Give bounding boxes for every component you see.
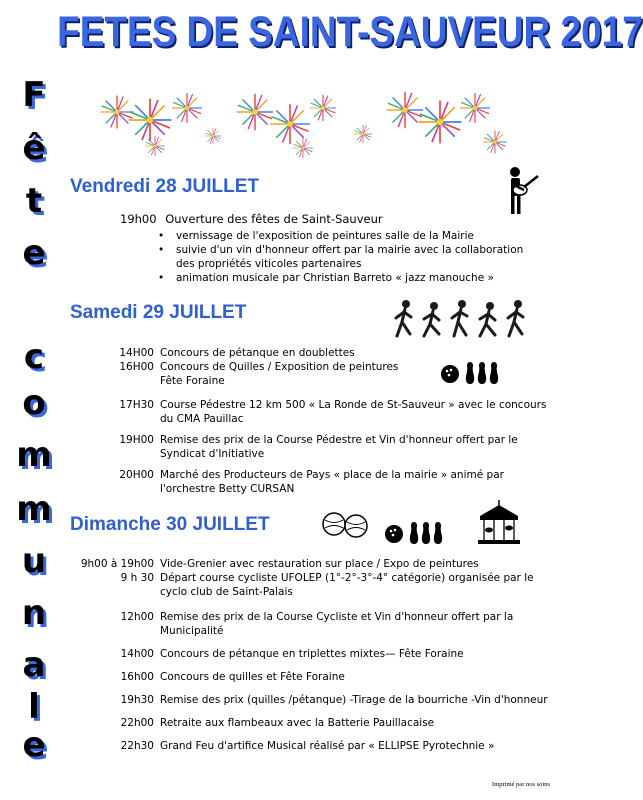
list-item [72, 670, 558, 684]
event-time: 19h00 [120, 212, 157, 226]
guitar-player-icon [500, 166, 540, 216]
list-item [72, 739, 558, 753]
list-item [116, 433, 556, 461]
event-text: Marché des Producteurs de Pays « place de la mairie » animé par [160, 469, 504, 481]
list-item [116, 398, 556, 426]
vertical-letter: c [23, 337, 45, 377]
list-item: des propriétés viticoles partenaires [176, 258, 362, 270]
event-time: 12h00 [120, 611, 154, 623]
vertical-letter: m [16, 489, 52, 529]
event-time: 22h00 [120, 717, 154, 729]
event-text: Concours de Quilles / Exposition de peintures [160, 361, 399, 373]
vertical-letter: l [28, 687, 40, 727]
event-text: Syndicat d'Initiative [160, 448, 265, 460]
vertical-letter: F [22, 75, 46, 115]
event-time: 9 h 30 [120, 572, 154, 584]
carousel-icon [478, 500, 520, 546]
list-item [72, 693, 558, 707]
vertical-letter: a [22, 645, 46, 685]
event-time: 16H00 [119, 361, 154, 373]
list-item [72, 647, 558, 661]
event-time: 19H00 [119, 434, 154, 446]
event-text: Grand Feu d'artifice Musical réalisé par « ELLIPSE Pyrotechnie » [160, 740, 495, 752]
friday-heading: Vendredi 28 JUILLET [70, 176, 259, 197]
list-item: • animation musicale par Christian Barreto « jazz manouche » [158, 272, 494, 284]
event-text: Course Pédestre 12 km 500 « La Ronde de St-Sauveur » avec le concours [160, 399, 547, 411]
vertical-letter: e [22, 233, 46, 273]
friday-bullet-list [158, 229, 523, 285]
vertical-letter: e [22, 725, 46, 765]
event-text: Ouverture des fêtes de Saint-Sauveur [165, 212, 383, 226]
runners-icon [392, 298, 542, 340]
vertical-letter: u [21, 541, 47, 581]
sunday-heading: Dimanche 30 JUILLET [70, 514, 270, 535]
event-text: du CMA Pauillac [160, 413, 244, 425]
event-time: 16h00 [120, 671, 154, 683]
list-item: • vernissage de l'exposition de peintures salle de la Mairie [158, 230, 474, 242]
event-text: cyclo club de Saint-Palais [160, 586, 293, 598]
friday-event [120, 212, 383, 226]
event-text: Départ course cycliste UFOLEP (1°-2°-3°-4° catégorie) organisée par le [160, 572, 534, 584]
event-text: Remise des prix de la Course Cycliste et Vin d'honneur offert par la [160, 611, 514, 623]
vertical-letter: ê [22, 128, 46, 168]
event-time: 17H30 [119, 399, 154, 411]
event-text: Concours de pétanque en triplettes mixtes— Fête Foraine [160, 648, 464, 660]
event-text: Remise des prix de la Course Pédestre et Vin d'honneur offert par le [160, 434, 518, 446]
list-item [72, 610, 558, 638]
fireworks-icon [95, 90, 520, 160]
event-text: Concours de pétanque en doublettes [160, 347, 355, 359]
vertical-letter: t [25, 181, 43, 221]
vertical-letter: o [22, 383, 46, 423]
bowling-icon [440, 358, 500, 386]
poster-title: FETES DE SAINT-SAUVEUR 2017 [57, 8, 643, 56]
event-time: 20H00 [119, 469, 154, 481]
event-text: Remise des prix (quilles /pétanque) -Tirage de la bourriche -Vin d'honneur [160, 694, 548, 706]
list-item [72, 716, 558, 730]
event-time: 19h30 [120, 694, 154, 706]
event-time: 14h00 [120, 648, 154, 660]
list-item: • suivie d'un vin d'honneur offert par la mairie avec la collaboration [158, 244, 524, 256]
event-text: Municipalité [160, 625, 224, 637]
event-text: Retraite aux flambeaux avec la Batterie Pauillacaise [160, 717, 435, 729]
footer-note: Imprimé par nos soins [492, 781, 550, 788]
vertical-letter: n [21, 593, 47, 633]
event-text: Concours de quilles et Fête Foraine [160, 671, 345, 683]
event-text: Vide-Grenier avec restauration sur place / Expo de peintures [160, 558, 479, 570]
petanque-balls-icon [320, 508, 372, 542]
saturday-heading: Samedi 29 JUILLET [70, 302, 247, 323]
list-item [72, 557, 558, 571]
bowling-icon [384, 518, 444, 546]
list-item [72, 571, 558, 599]
list-item [116, 468, 556, 496]
vertical-letter: m [16, 435, 52, 475]
event-time: 14H00 [119, 347, 154, 359]
sunday-events [72, 557, 558, 753]
event-text: l'orchestre Betty CURSAN [160, 483, 295, 495]
event-time: 22h30 [120, 740, 154, 752]
event-time: 9h00 à 19h00 [80, 558, 154, 570]
event-text: Fête Foraine [160, 375, 225, 387]
